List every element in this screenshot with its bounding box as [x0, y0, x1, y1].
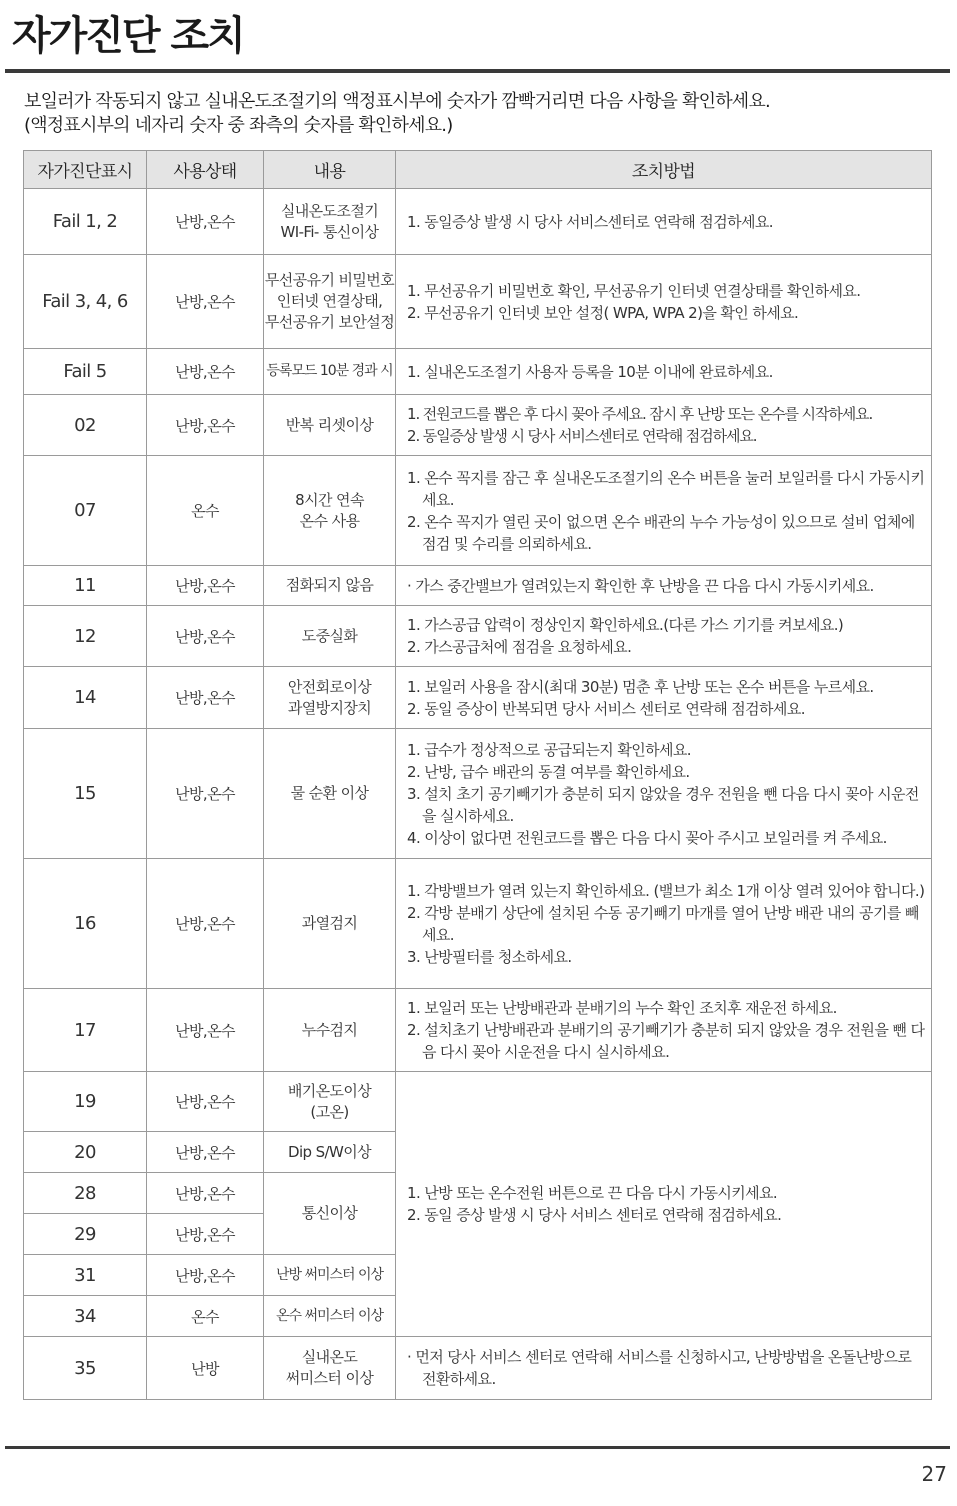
code-cell: 12	[24, 606, 147, 667]
content-line: 점화되지 않음	[285, 576, 374, 594]
page-number: 27	[921, 1462, 947, 1486]
code-cell: 28	[24, 1173, 147, 1214]
table-row	[24, 859, 932, 989]
content-cell	[264, 189, 396, 255]
table-row	[24, 606, 932, 667]
table-row	[24, 189, 932, 255]
footer-divider	[5, 1446, 950, 1449]
content-cell	[264, 1337, 396, 1400]
table-row	[24, 456, 932, 566]
code-cell: 17	[24, 989, 147, 1072]
title-divider	[5, 69, 950, 73]
table-header-row	[24, 151, 932, 189]
content-cell	[264, 255, 396, 349]
code-cell: 29	[24, 1214, 147, 1255]
content-line: 등록모드 10분 경과 시	[266, 363, 393, 379]
content-line: 써미스터 이상	[285, 1369, 374, 1387]
action-line: 2. 동일 증상이 반복되면 당사 서비스 센터로 연락해 점검하세요.	[407, 699, 805, 718]
action-line: 3. 설치 초기 공기빼기가 충분히 되지 않았을 경우 전원을 뺀 다음 다시 꽂아 시운전을 실시하세요.	[407, 784, 919, 825]
content-line: 난방 써미스터 이상	[275, 1266, 384, 1283]
content-line: 반복 리셋이상	[285, 415, 374, 434]
code-cell: 14	[24, 667, 147, 729]
content-line: 무선공유기 비밀번호	[264, 271, 395, 289]
table-row	[24, 1337, 932, 1400]
action-cell	[396, 989, 932, 1072]
action-line: 1. 실내온도조절기 사용자 등록을 10분 이내에 완료하세요.	[407, 362, 773, 381]
code-cell: Fail 3, 4, 6	[24, 255, 147, 349]
content-line: 실내온도	[301, 1348, 358, 1366]
state-cell: 난방,온수	[147, 566, 264, 606]
header-content: 내용	[264, 151, 396, 189]
action-line: 2. 무선공유기 인터넷 보안 설정( WPA, WPA 2)을 확인 하세요.	[407, 303, 799, 322]
action-line: 1. 급수가 정상적으로 공급되는지 확인하세요.	[407, 740, 691, 759]
action-line: 1. 보일러 사용을 잠시(최대 30분) 멈춘 후 난방 또는 온수 버튼을 누르세요.	[407, 677, 874, 696]
content-line: 인터넷 연결상태,	[276, 292, 383, 310]
table-row	[24, 989, 932, 1072]
action-cell	[396, 606, 932, 667]
content-cell	[264, 349, 396, 395]
action-line: 1. 전원코드를 뽑은 후 다시 꽂아 주세요. 잠시 후 난방 또는 온수를 시작하세요.	[407, 405, 873, 423]
content-line: 배기온도이상	[287, 1081, 372, 1100]
action-line: 3. 난방필터를 청소하세요.	[407, 947, 572, 966]
state-cell: 난방,온수	[147, 1255, 264, 1296]
action-line: 2. 각방 분배기 상단에 설치된 수동 공기빼기 마개를 열어 난방 배관 내의 공기를 빼세요.	[407, 903, 919, 944]
action-line: 2. 온수 꼭지가 열린 곳이 없으면 온수 배관의 누수 가능성이 있으므로 설비 업체에 점검 및 수리를 의뢰하세요.	[407, 512, 915, 553]
intro-line-1: 보일러가 작동되지 않고 실내온도조절기의 액정표시부에 숫자가 깜빡거리면 다음 사항을 확인하세요.	[24, 91, 770, 112]
state-cell: 난방,온수	[147, 1072, 264, 1132]
intro-text	[24, 90, 770, 138]
content-cell	[264, 1132, 396, 1173]
action-line: 1. 각방밸브가 열려 있는지 확인하세요. (밸브가 최소 1개 이상 열려 있어야 합니다.)	[407, 881, 925, 900]
action-line: 2. 난방, 급수 배관의 동결 여부를 확인하세요.	[407, 762, 690, 781]
action-cell	[396, 189, 932, 255]
header-action: 조치방법	[396, 151, 932, 189]
state-cell: 난방,온수	[147, 606, 264, 667]
code-cell: 31	[24, 1255, 147, 1296]
content-cell	[264, 566, 396, 606]
content-cell	[264, 395, 396, 456]
state-cell: 난방,온수	[147, 395, 264, 456]
code-cell: Fail 5	[24, 349, 147, 395]
content-cell	[264, 1296, 396, 1337]
state-cell: 난방,온수	[147, 729, 264, 859]
content-line: 물 순환 이상	[290, 784, 369, 802]
content-cell	[264, 729, 396, 859]
state-cell: 난방,온수	[147, 859, 264, 989]
content-line: 8시간 연속	[295, 490, 364, 509]
code-cell: 07	[24, 456, 147, 566]
code-cell: 11	[24, 566, 147, 606]
table-row	[24, 1072, 932, 1132]
content-line: 안전회로이상	[287, 677, 372, 696]
code-cell: 34	[24, 1296, 147, 1337]
table-row	[24, 349, 932, 395]
state-cell: 난방,온수	[147, 667, 264, 729]
code-cell: 02	[24, 395, 147, 456]
content-line: (고온)	[310, 1102, 349, 1121]
content-line: 누수검지	[301, 1020, 358, 1039]
code-cell: 35	[24, 1337, 147, 1400]
content-cell	[264, 989, 396, 1072]
code-cell: 16	[24, 859, 147, 989]
state-cell: 난방,온수	[147, 1214, 264, 1255]
content-cell	[264, 667, 396, 729]
action-line: 2. 동일증상 발생 시 당사 서비스센터로 연락해 점검하세요.	[407, 427, 757, 445]
table-row	[24, 667, 932, 729]
content-cell	[264, 1255, 396, 1296]
content-line: WI-Fi- 통신이상	[280, 222, 379, 241]
content-line: 도중실화	[301, 626, 358, 645]
intro-line-2: (액정표시부의 네자리 숫자 중 좌측의 숫자를 확인하세요.)	[24, 115, 453, 136]
state-cell: 난방,온수	[147, 1173, 264, 1214]
action-line: · 먼저 당사 서비스 센터로 연락해 서비스를 신청하시고, 난방방법을 온돌난방으로 전환하세요.	[407, 1348, 912, 1388]
content-line: 실내온도조절기	[280, 201, 379, 220]
content-cell	[264, 1173, 396, 1255]
content-line: Dip S/W이상	[288, 1142, 371, 1161]
action-line: 1. 난방 또는 온수전원 버튼으로 끈 다음 다시 가동시키세요.	[407, 1184, 778, 1202]
table-row	[24, 255, 932, 349]
action-cell	[396, 395, 932, 456]
page-title: 자가진단 조치	[12, 13, 244, 59]
state-cell: 난방,온수	[147, 189, 264, 255]
code-cell: 15	[24, 729, 147, 859]
state-cell: 난방,온수	[147, 255, 264, 349]
content-cell	[264, 1072, 396, 1132]
state-cell: 난방	[147, 1337, 264, 1400]
content-cell	[264, 456, 396, 566]
action-cell	[396, 255, 932, 349]
state-cell: 난방,온수	[147, 349, 264, 395]
action-cell	[396, 456, 932, 566]
action-cell	[396, 1337, 932, 1400]
state-cell: 난방,온수	[147, 1132, 264, 1173]
content-line: 무선공유기 보안설정	[264, 313, 395, 331]
header-state: 사용상태	[147, 151, 264, 189]
content-line: 과열방지장치	[287, 698, 372, 717]
state-cell: 온수	[147, 456, 264, 566]
self-diagnosis-table	[23, 150, 932, 1400]
action-line: 4. 이상이 없다면 전원코드를 뽑은 다음 다시 꽂아 주시고 보일러를 켜 주세요.	[407, 828, 887, 847]
action-line: 2. 가스공급처에 점검을 요청하세요.	[407, 638, 632, 656]
action-cell	[396, 667, 932, 729]
content-line: 온수 사용	[299, 511, 360, 530]
action-line: 1. 무선공유기 비밀번호 확인, 무선공유기 인터넷 연결상태를 확인하세요.	[407, 281, 861, 300]
content-cell	[264, 859, 396, 989]
content-line: 통신이상	[301, 1204, 358, 1222]
code-cell: 20	[24, 1132, 147, 1173]
state-cell: 난방,온수	[147, 989, 264, 1072]
table-row	[24, 729, 932, 859]
table-row	[24, 395, 932, 456]
action-line: 2. 설치초기 난방배관과 분배기의 공기빼기가 충분히 되지 않았을 경우 전원을 뺀 다음 다시 꽂아 시운전을 다시 실시하세요.	[407, 1021, 925, 1061]
action-line: 1. 온수 꼭지를 잠근 후 실내온도조절기의 온수 버튼을 눌러 보일러를 다시 가동시키세요.	[407, 468, 925, 509]
action-cell	[396, 349, 932, 395]
action-line: · 가스 중간밸브가 열려있는지 확인한 후 난방을 끈 다음 다시 가동시키세요.	[407, 576, 874, 595]
action-cell	[396, 566, 932, 606]
content-cell	[264, 606, 396, 667]
header-code: 자가진단표시	[24, 151, 147, 189]
action-line: 1. 동일증상 발생 시 당사 서비스센터로 연락해 점검하세요.	[407, 212, 773, 231]
action-cell-shared	[396, 1072, 932, 1337]
state-cell: 온수	[147, 1296, 264, 1337]
action-line: 2. 동일 증상 발생 시 당사 서비스 센터로 연락해 점검하세요.	[407, 1206, 782, 1224]
action-cell	[396, 729, 932, 859]
action-line: 1. 가스공급 압력이 정상인지 확인하세요.(다른 가스 기기를 켜보세요.)	[407, 616, 844, 634]
content-line: 과열검지	[301, 914, 358, 932]
action-cell	[396, 859, 932, 989]
table-row	[24, 566, 932, 606]
code-cell: 19	[24, 1072, 147, 1132]
code-cell: Fail 1, 2	[24, 189, 147, 255]
action-line: 1. 보일러 또는 난방배관과 분배기의 누수 확인 조치후 재운전 하세요.	[407, 999, 837, 1017]
content-line: 온수 써미스터 이상	[275, 1307, 384, 1324]
